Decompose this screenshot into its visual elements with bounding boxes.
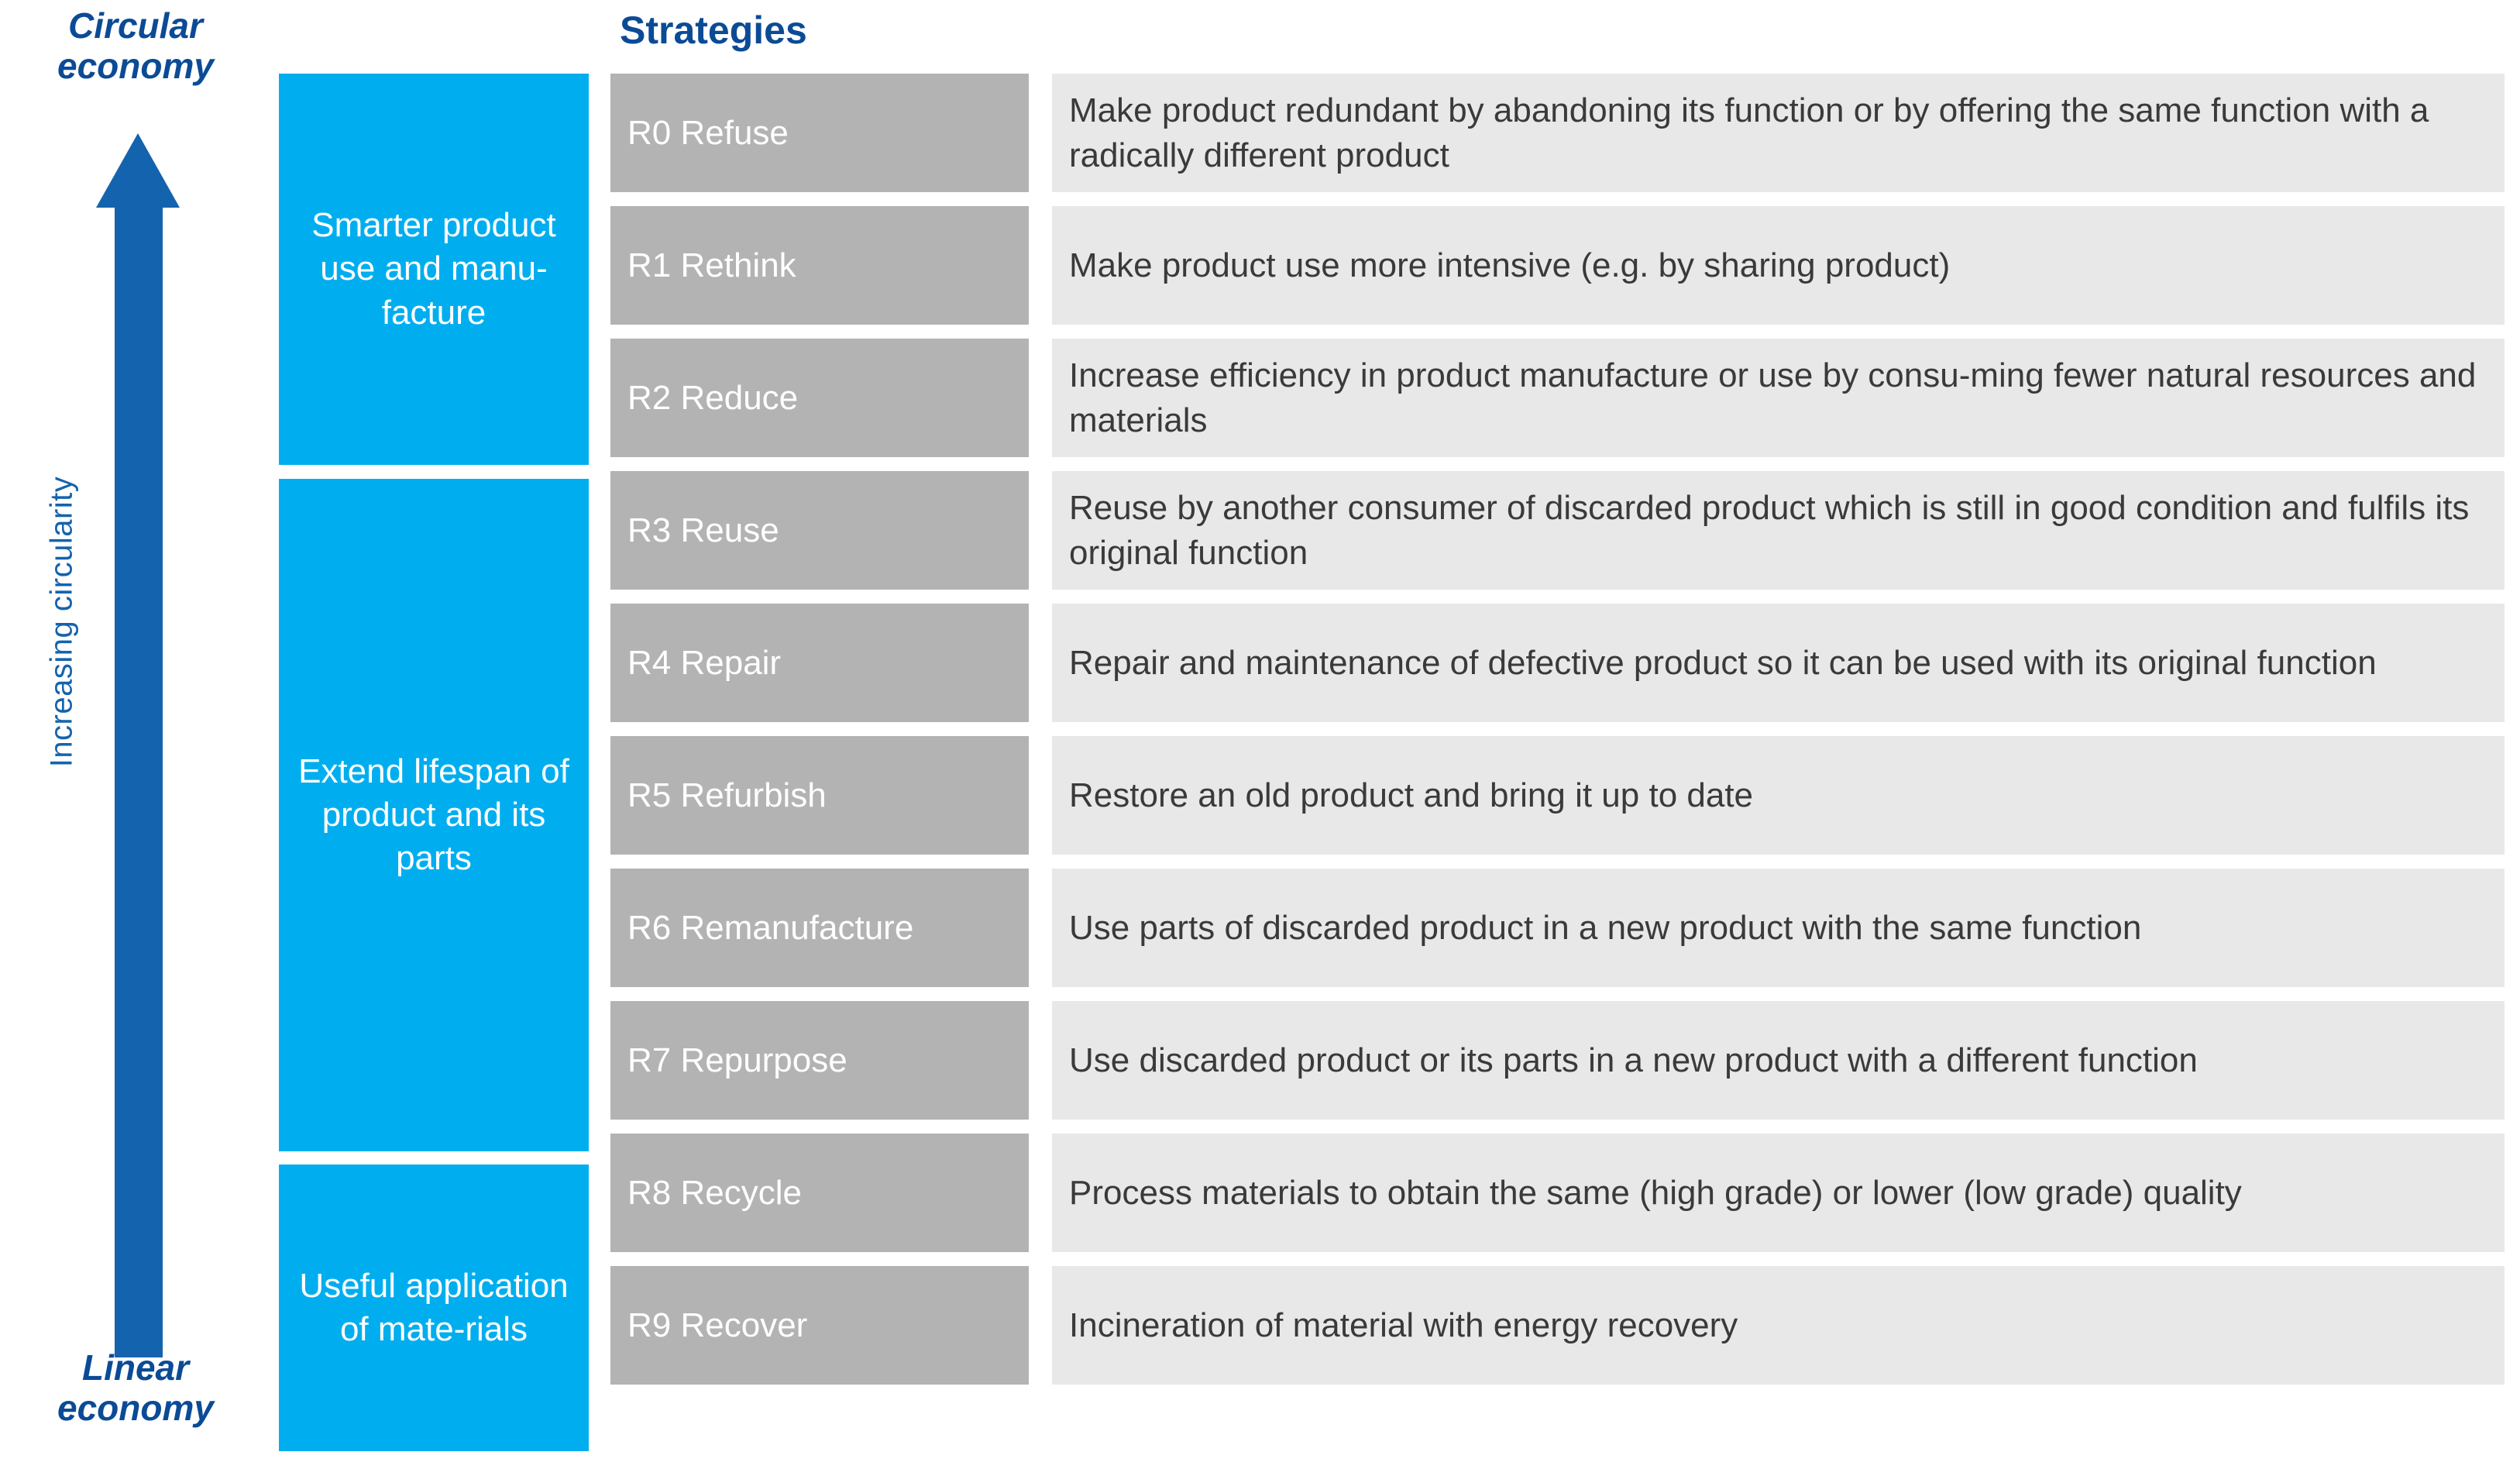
up-arrow-icon: [96, 133, 180, 1357]
arrow-head: [96, 133, 180, 208]
group-label: Extend lifespan of product and its parts: [298, 752, 569, 878]
strategy-row: [610, 339, 2505, 457]
strategy-row: [610, 1134, 2505, 1252]
strategy-description: Repair and maintenance of defective product so it can be used with its original function: [1052, 604, 2505, 722]
strategy-row: [610, 736, 2505, 855]
strategy-description: Use parts of discarded product in a new product with the same function: [1052, 869, 2505, 987]
strategy-row: [610, 1266, 2505, 1385]
strategy-row: [610, 869, 2505, 987]
strategy-code: R3 Reuse: [610, 471, 1029, 590]
strategy-code: R7 Repurpose: [610, 1001, 1029, 1120]
group-label: Smarter product use and manu-facture: [311, 206, 556, 332]
strategy-row: [610, 74, 2505, 192]
strategy-code: R8 Recycle: [610, 1134, 1029, 1252]
strategy-code: R1 Rethink: [610, 206, 1029, 325]
strategy-description: Increase efficiency in product manufacture or use by consu-ming fewer natural resources and materials: [1052, 339, 2505, 457]
circularity-axis: [0, 0, 271, 1476]
arrow-shaft: [115, 205, 163, 1357]
strategy-description: Use discarded product or its parts in a new product with a different function: [1052, 1001, 2505, 1120]
strategy-code: R5 Refurbish: [610, 736, 1029, 855]
strategy-description: Restore an old product and bring it up to date: [1052, 736, 2505, 855]
circular-economy-label: Circular economy: [57, 5, 214, 86]
increasing-circularity-label: Increasing circularity: [44, 476, 79, 768]
strategy-code: R6 Remanufacture: [610, 869, 1029, 987]
strategy-description: Incineration of material with energy recovery: [1052, 1266, 2505, 1385]
strategy-description: Reuse by another consumer of discarded product which is still in good condition and fulfils its original function: [1052, 471, 2505, 590]
strategy-code: R4 Repair: [610, 604, 1029, 722]
group-block: [279, 479, 589, 1151]
strategy-code: R9 Recover: [610, 1266, 1029, 1385]
linear-economy-label: Linear economy: [57, 1347, 214, 1428]
strategy-row: [610, 471, 2505, 590]
strategy-code: R2 Reduce: [610, 339, 1029, 457]
group-block: [279, 74, 589, 465]
strategy-description: Process materials to obtain the same (high grade) or lower (low grade) quality: [1052, 1134, 2505, 1252]
strategy-row: [610, 1001, 2505, 1120]
strategy-description: Make product use more intensive (e.g. by sharing product): [1052, 206, 2505, 325]
group-block: [279, 1165, 589, 1451]
strategy-code: R0 Refuse: [610, 74, 1029, 192]
group-label: Useful application of mate-rials: [299, 1266, 569, 1348]
strategy-row: [610, 604, 2505, 722]
strategies-heading: Strategies: [620, 9, 807, 52]
strategy-row: [610, 206, 2505, 325]
strategy-description: Make product redundant by abandoning its function or by offering the same function with a radically different product: [1052, 74, 2505, 192]
